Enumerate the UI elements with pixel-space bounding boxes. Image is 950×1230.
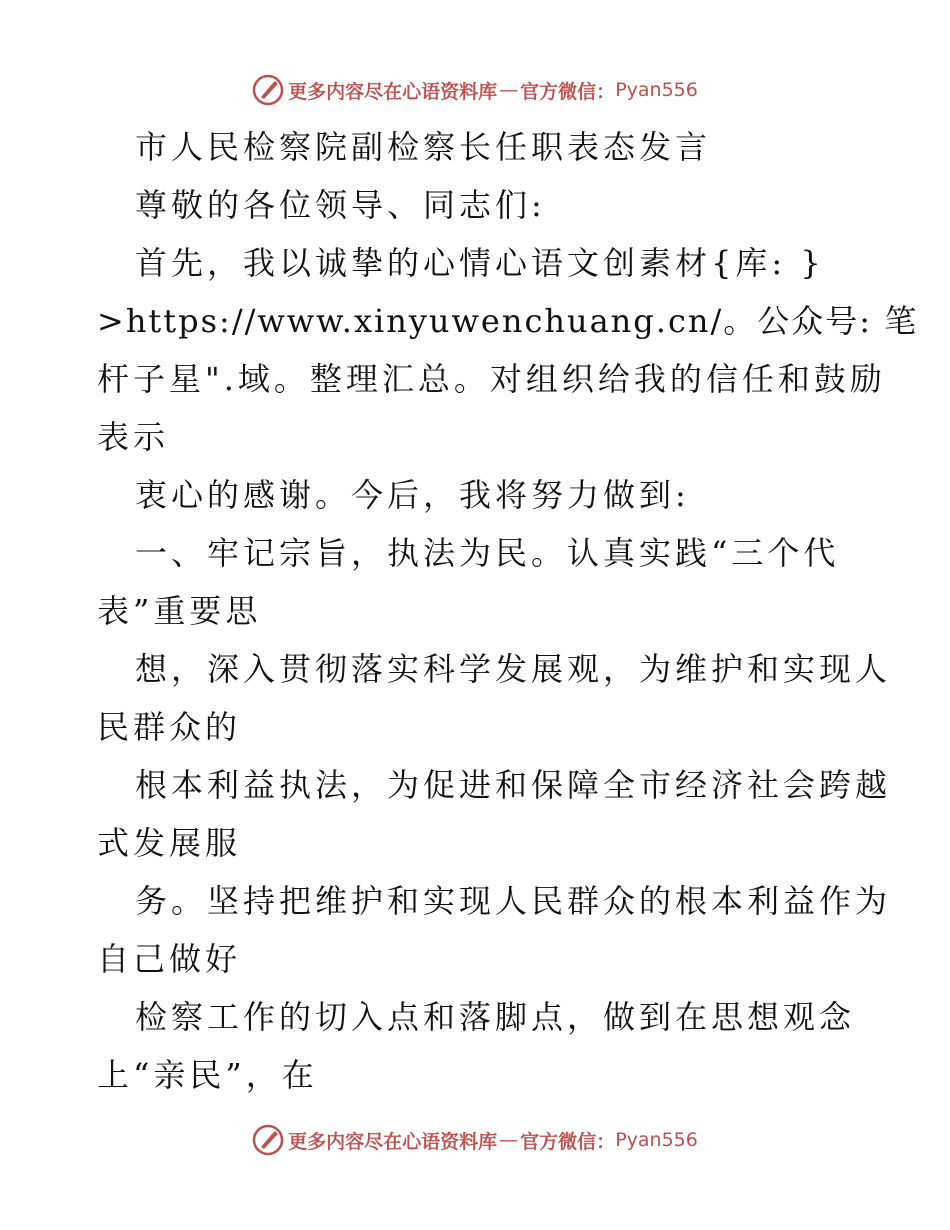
- paragraph-line: 杆子星".域。整理汇总。对组织给我的信任和鼓励: [97, 360, 886, 398]
- document-title: 市人民检察院副检察长任职表态发言: [135, 128, 712, 166]
- paragraph-line: 务。坚持把维护和实现人民群众的根本利益作为: [135, 882, 892, 920]
- watermark-dash: —: [499, 79, 519, 101]
- salutation: 尊敬的各位领导、同志们:: [135, 186, 546, 224]
- watermark-brand: 更多内容尽在心语资料库: [288, 1130, 498, 1153]
- watermark-label: 官方微信：: [520, 80, 616, 103]
- paragraph-line: 检察工作的切入点和落脚点，做到在思想观念: [135, 998, 856, 1036]
- pen-logo-icon: [252, 1124, 284, 1156]
- watermark-footer: [0, 1120, 950, 1160]
- watermark-account: Pyan556: [615, 1129, 698, 1151]
- paragraph-line: 民群众的: [97, 708, 242, 746]
- watermark-label: 官方微信：: [520, 1130, 616, 1153]
- paragraph-line: 表示: [97, 418, 170, 456]
- paragraph-line: 想，深入贯彻落实科学发展观，为维护和实现人: [135, 650, 892, 688]
- paragraph-line: 一、牢记宗旨，执法为民。认真实践“三个代: [135, 534, 840, 572]
- paragraph-line: 衷心的感谢。今后，我将努力做到:: [135, 476, 690, 514]
- paragraph-line: 式发展服: [97, 824, 242, 862]
- watermark-dash: —: [499, 1129, 519, 1151]
- paragraph-line: >https://www.xinyuwenchuang.cn/。公众号: 笔: [97, 302, 919, 340]
- paragraph-line: 上“亲民”，在: [97, 1056, 318, 1094]
- paragraph-line: 首先，我以诚挚的心情心语文创素材{库: }: [135, 244, 825, 282]
- watermark-brand: 更多内容尽在心语资料库: [288, 80, 498, 103]
- paragraph-line: 自己做好: [97, 940, 242, 978]
- paragraph-line: 表”重要思: [97, 592, 262, 630]
- watermark-account: Pyan556: [615, 79, 698, 101]
- paragraph-line: 根本利益执法，为促进和保障全市经济社会跨越: [135, 766, 892, 804]
